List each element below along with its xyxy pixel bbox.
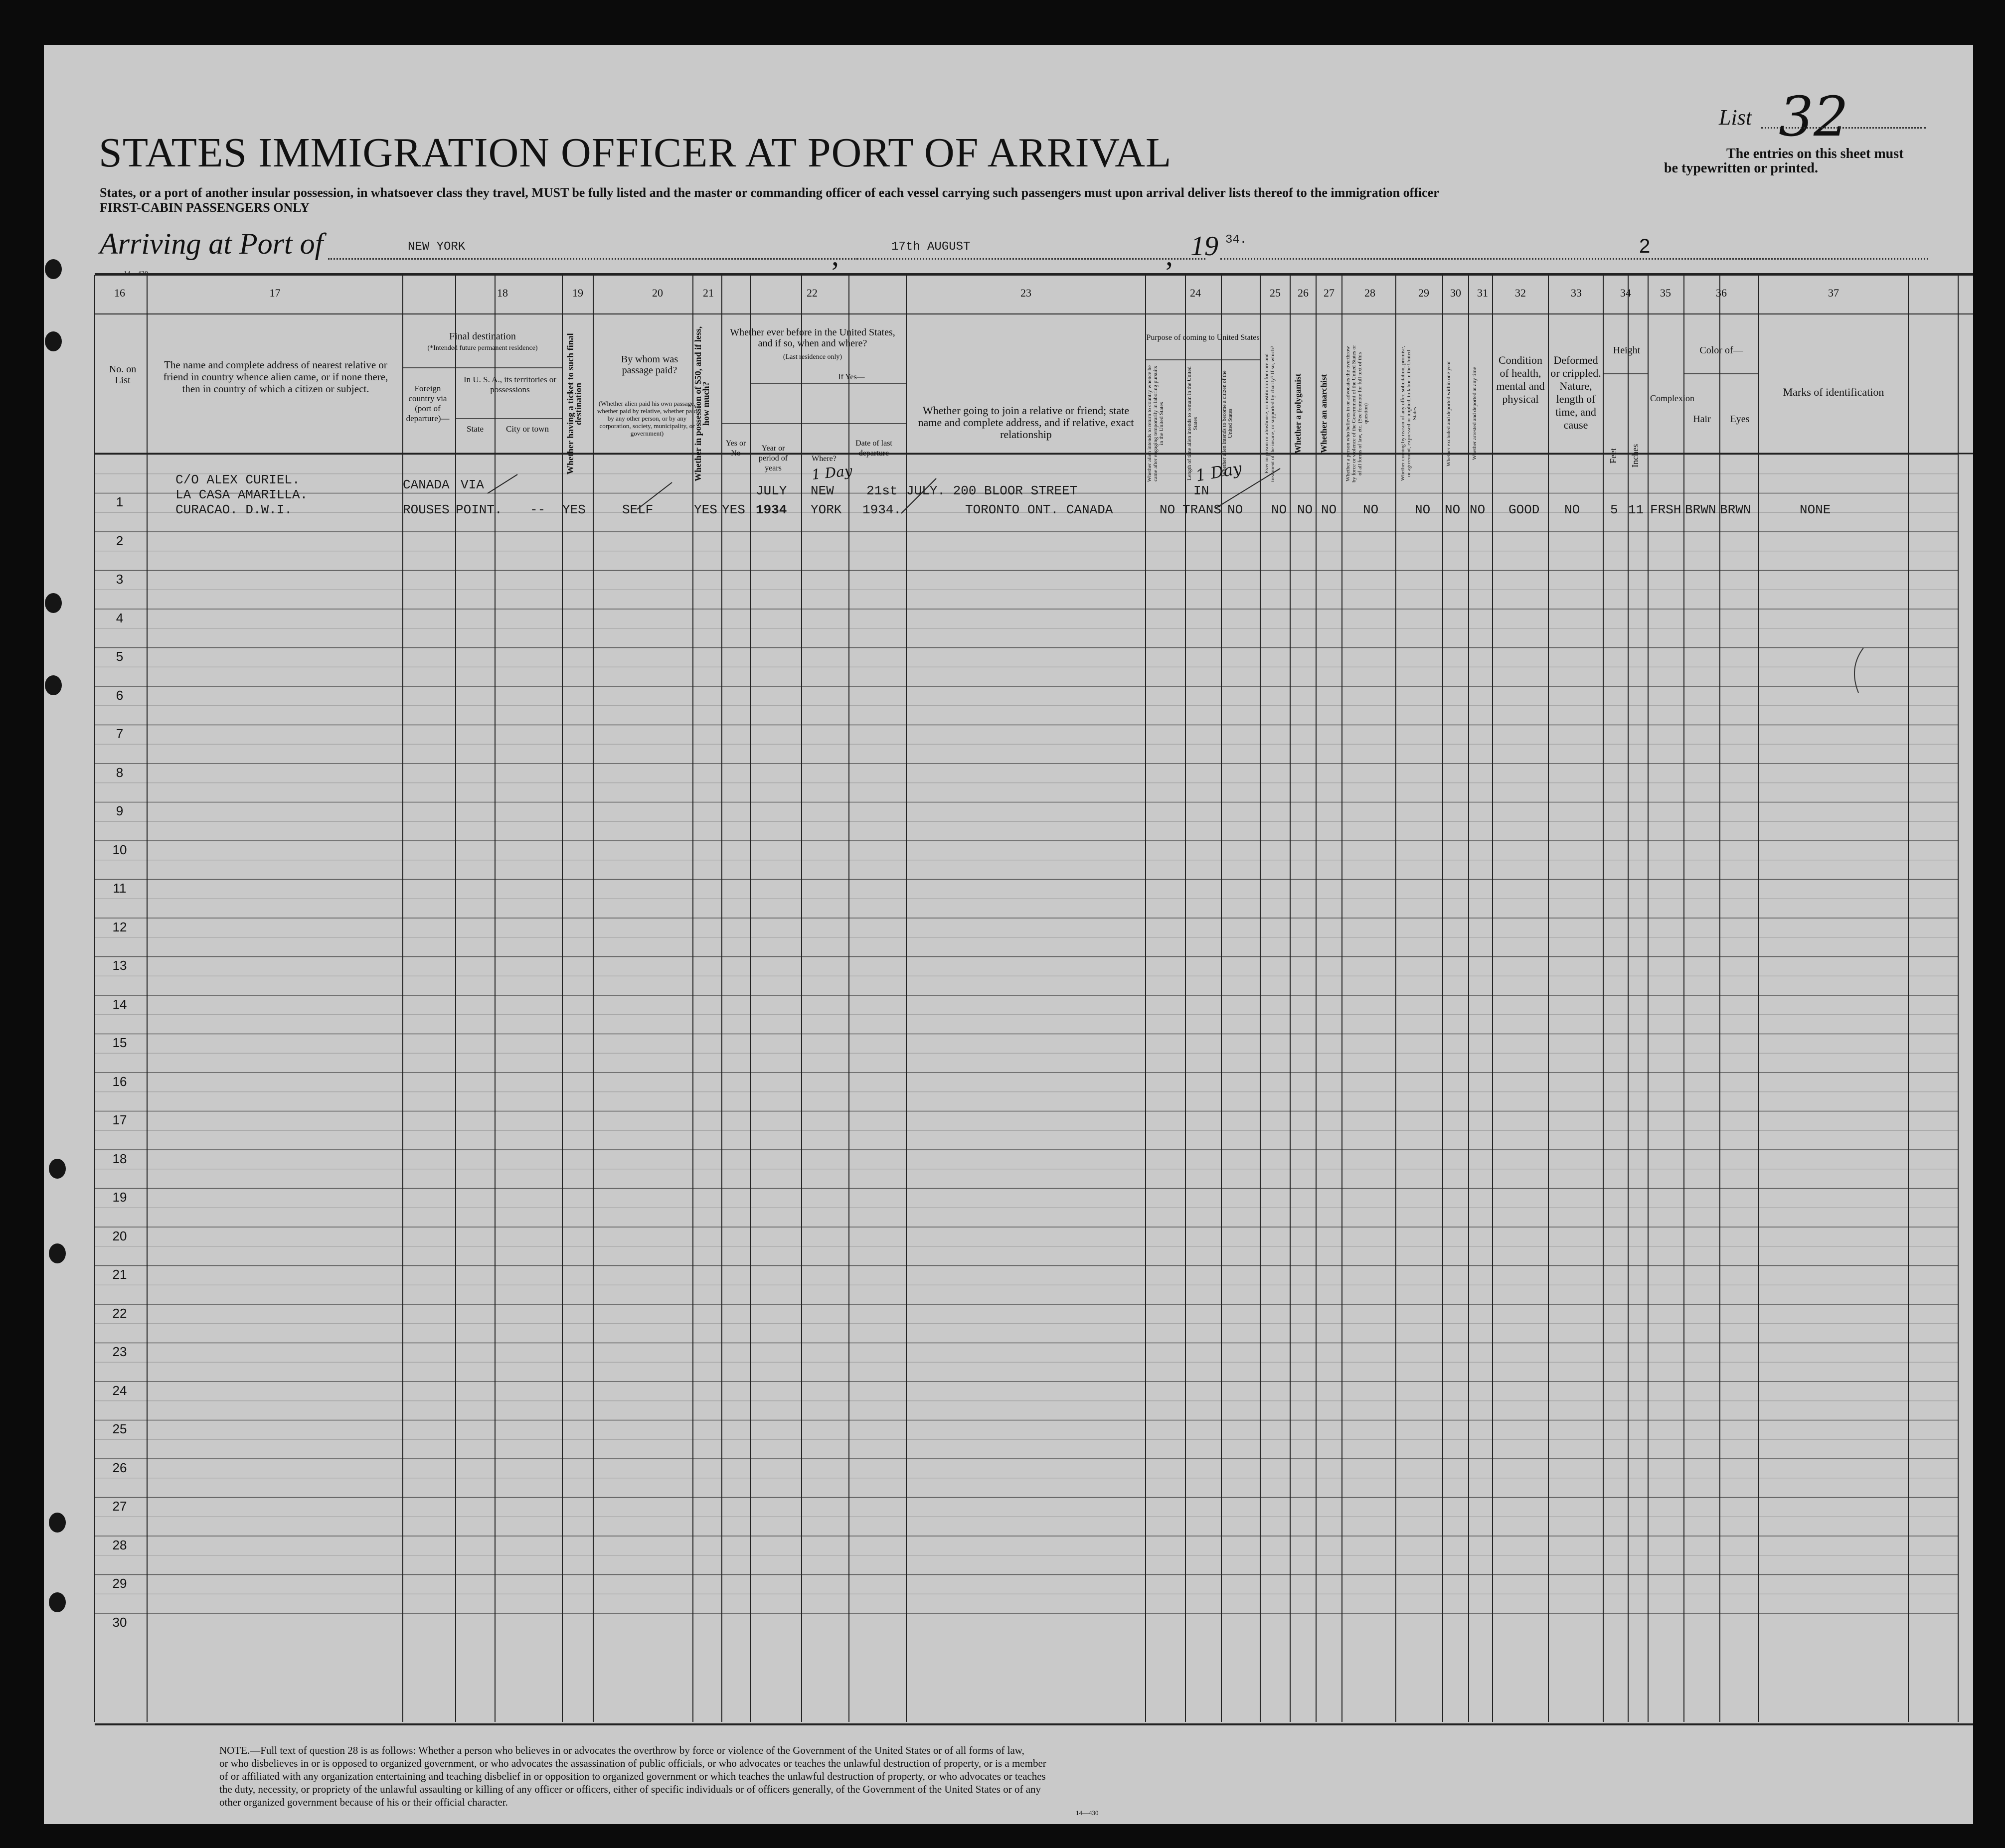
- row-number: 3: [116, 572, 124, 587]
- header-before-us: Whether ever before in the United States, and if so, when and where?: [730, 327, 895, 349]
- entry-height-inches: 11: [1628, 502, 1644, 517]
- colnum-35: 35: [1660, 287, 1671, 299]
- binder-hole: [49, 1513, 66, 1533]
- colnum-19: 19: [572, 287, 583, 299]
- header-purpose-return: Whether alien intends to return to country whence he came after engaging temporarily in laboring pursuits in the United States: [1147, 365, 1165, 482]
- entry-purpose-length-2: TRANS: [1182, 502, 1222, 517]
- form-code-top: 14—430: [124, 270, 148, 278]
- header-deformed: Deformed or crippled. Nature, length of time, and cause: [1550, 354, 1601, 431]
- header-passage-paid-sub: (Whether alien paid his own passage, whether paid by relative, whether paid by any other person, or by any corporation, society, municipality, or government): [597, 400, 697, 437]
- colnum-29: 29: [1418, 287, 1429, 299]
- entry-address-2: LA CASA AMARILLA.: [175, 487, 308, 502]
- entry-state-1: VIA: [461, 477, 484, 492]
- binder-hole: [49, 1159, 66, 1179]
- row-number: 17: [112, 1112, 127, 1127]
- header-health: Condition of health, mental and physical: [1496, 354, 1545, 405]
- binder-hole: [45, 331, 62, 351]
- entries-note-1: The entries on this sheet must: [1726, 146, 1904, 161]
- entry-departure-1: 21st: [866, 483, 898, 498]
- header-before-us-sub: (Last residence only): [783, 353, 842, 361]
- header-50-dollars: Whether in possession of $50, and if less, how much?: [693, 326, 711, 481]
- header-purpose: Purpose of coming to United States: [1146, 333, 1260, 342]
- entry-ticket: YES: [562, 502, 586, 517]
- entry-join-1: JULY. 200 BLOOR STREET: [906, 483, 1078, 498]
- hand-note-purpose: 1 Day: [1194, 459, 1243, 485]
- entry-overthrow: NO: [1363, 502, 1379, 517]
- binder-hole: [45, 259, 62, 279]
- colnum-30: 30: [1450, 287, 1461, 299]
- row-number: 13: [112, 958, 127, 973]
- row-number: 24: [112, 1383, 127, 1398]
- header-yes-no: Yes or No: [725, 439, 746, 458]
- header-city: City or town: [506, 424, 549, 434]
- entry-height-feet: 5: [1610, 502, 1618, 517]
- entry-join-2: TORONTO ONT. CANADA: [965, 502, 1113, 517]
- footnote-line-5: other organized government because of his or their official character.: [219, 1796, 508, 1808]
- row-number: 25: [112, 1421, 127, 1436]
- manifest-sheet: [44, 45, 1973, 1824]
- header-if-yes: If Yes—: [838, 373, 865, 381]
- entry-where-2: YORK: [811, 502, 842, 517]
- colnum-24: 24: [1190, 287, 1201, 299]
- header-ticket: Whether having a ticket to such final destination: [565, 333, 583, 474]
- row-number: 28: [112, 1537, 127, 1552]
- row-number: 8: [116, 765, 124, 780]
- row-number: 18: [112, 1151, 127, 1166]
- entry-city: --: [530, 502, 546, 517]
- entry-deformed: NO: [1564, 502, 1580, 517]
- entry-purpose-citizen: NO: [1227, 502, 1243, 517]
- colnum-16: 16: [114, 287, 125, 299]
- colnum-27: 27: [1324, 287, 1335, 299]
- header-join-relative: Whether going to join a relative or friend; state name and complete address, and if relative, exact relationship: [918, 404, 1134, 441]
- entry-year-2: 1934: [756, 502, 787, 517]
- subtitle-line-2: FIRST-CABIN PASSENGERS ONLY: [100, 200, 310, 215]
- colnum-17: 17: [269, 287, 281, 299]
- entry-complexion: FRSH: [1650, 502, 1681, 517]
- entry-foreign-1: CANADA: [403, 477, 450, 492]
- header-anarchist: Whether an anarchist: [1319, 374, 1329, 454]
- row-number: 5: [116, 649, 124, 664]
- year-suffix: 34.: [1225, 233, 1247, 247]
- subtitle-line-1: States, or a port of another insular possession, in whatsoever class they travel, MUST be fully listed and the master or commanding officer of each vessel carrying such passengers must upon arrival deliver lists thereof to the immigration officer: [100, 185, 1439, 200]
- entry-purpose-length-1: IN: [1193, 483, 1209, 498]
- header-purpose-length: Length of time alien intends to remain in the United States: [1186, 366, 1198, 481]
- row-number: 22: [112, 1305, 127, 1321]
- header-hair: Hair: [1693, 414, 1711, 425]
- header-passage-paid: By whom was passage paid?: [621, 354, 678, 376]
- entry-foreign-2: ROUSES: [403, 502, 450, 517]
- footnote-form-code: 14—430: [1076, 1809, 1099, 1817]
- entry-departure-2: 1934.: [862, 502, 902, 517]
- row-number: 2: [116, 533, 124, 548]
- footnote-line-2: or who disbelieves in or is opposed to organized government, or who advocates the assassination of public officials, or who advocates or teaches the unlawful destruction of property, or is a member: [219, 1757, 1046, 1769]
- entry-year-1: JULY: [756, 483, 787, 498]
- header-height: Height: [1613, 345, 1641, 356]
- header-labor-offer: Whether coming by reason of any offer, solicitation, promise, or agreement, expressed or implied, to labor in the United States: [1400, 346, 1418, 481]
- entry-deported: NO: [1470, 502, 1486, 517]
- row-number: 11: [113, 881, 127, 896]
- list-number: 32: [1779, 85, 1848, 149]
- footnote-line-3: of or affiliated with any organization entertaining and teaching disbelief in or opposition to organized government or which teaches the unlawful destruction of property, or who advocates or teaches: [219, 1770, 1046, 1782]
- arriving-label: Arriving at Port of: [100, 227, 324, 260]
- entry-where-1: NEW: [811, 483, 834, 498]
- colnum-23: 23: [1020, 287, 1031, 299]
- row-number: 29: [112, 1576, 127, 1591]
- colnum-31: 31: [1477, 287, 1488, 299]
- header-marks: Marks of identification: [1783, 386, 1884, 398]
- colnum-21: 21: [703, 287, 714, 299]
- binder-hole: [45, 675, 62, 695]
- entry-paid-by: SELF: [622, 502, 654, 517]
- entry-health: GOOD: [1508, 502, 1540, 517]
- row-number: 16: [112, 1074, 127, 1089]
- header-departure-date: Date of last departure: [855, 439, 892, 458]
- header-overthrow: Whether a person who believes in or advocates the overthrow by force or violence of the Government of the United States or of all forms of law, etc. (See footnote for full text of this question): [1345, 345, 1369, 482]
- row-number: 26: [112, 1460, 127, 1475]
- header-complexion: Complexion: [1650, 393, 1694, 403]
- row-number: 10: [112, 842, 127, 857]
- comma-1: ,: [832, 239, 839, 272]
- colnum-25: 25: [1270, 287, 1281, 299]
- colnum-36: 36: [1716, 287, 1727, 299]
- header-nearest-relative: The name and complete address of nearest relative or friend in country whence alien came, or if none there, then in country of which a citizen or subject.: [163, 359, 388, 395]
- binder-hole: [49, 1592, 66, 1612]
- entry-state-2: POINT.: [456, 502, 502, 517]
- row-number: 30: [112, 1614, 127, 1630]
- colnum-32: 32: [1515, 287, 1526, 299]
- port-value: NEW YORK: [408, 240, 466, 254]
- entry-address-3: CURACAO. D.W.I.: [175, 502, 293, 517]
- colnum-34: 34: [1620, 287, 1631, 299]
- colnum-28: 28: [1364, 287, 1375, 299]
- entry-before-us: YES: [722, 502, 745, 517]
- colnum-22: 22: [807, 287, 818, 299]
- header-final-destination-sub: (*Intended future permanent residence): [427, 344, 538, 352]
- header-excluded: Whether excluded and deported within one year: [1446, 361, 1452, 466]
- colnum-18: 18: [497, 287, 508, 299]
- binder-hole: [49, 1243, 66, 1263]
- header-where: Where?: [812, 455, 836, 463]
- entry-eyes: BRWN: [1720, 502, 1751, 517]
- header-foreign-country: Foreign country via (port of departure)—: [406, 384, 450, 423]
- comma-2: ,: [1166, 239, 1173, 272]
- header-no-on-list: No. on List: [109, 364, 137, 386]
- entry-address-1: C/O ALEX CURIEL.: [175, 472, 300, 487]
- row-number: 15: [112, 1035, 127, 1050]
- row-number: 9: [116, 803, 124, 818]
- colnum-37: 37: [1828, 287, 1839, 299]
- colnum-33: 33: [1571, 287, 1582, 299]
- entry-marks: NONE: [1800, 502, 1831, 517]
- check-marks: [44, 45, 1973, 1824]
- header-eyes: Eyes: [1730, 414, 1750, 425]
- header-deported: Whether arrested and deported at any time: [1472, 367, 1478, 461]
- row-number: 19: [112, 1190, 127, 1205]
- colnum-26: 26: [1298, 287, 1309, 299]
- page-title: STATES IMMIGRATION OFFICER AT PORT OF ARRIVAL: [99, 130, 1172, 176]
- header-prison: Ever in prison or almshouse, or institution for care and treatment of the insane, or supported by charity? If so, which?: [1264, 345, 1276, 482]
- header-polygamist: Whether a polygamist: [1293, 373, 1303, 454]
- header-state: State: [467, 424, 484, 434]
- binder-hole: [45, 593, 62, 613]
- row-number: 7: [116, 726, 124, 741]
- header-inches: Inches: [1630, 444, 1640, 468]
- row-number: 21: [112, 1267, 127, 1282]
- entry-hair: BRWN: [1685, 502, 1716, 517]
- row-number: 12: [112, 919, 127, 934]
- footnote-line-4: the duty, necessity, or propriety of the unlawful assaulting or killing of any officer or officers, either of specific individuals or of officers generally, of the Government of the United States or of any: [219, 1783, 1041, 1795]
- entry-excluded: NO: [1445, 502, 1461, 517]
- entry-purpose-return: NO: [1160, 502, 1175, 517]
- row-number: 6: [116, 687, 124, 703]
- row-number: 14: [112, 996, 127, 1012]
- row-number: 20: [112, 1228, 127, 1243]
- entry-labor-offer: NO: [1415, 502, 1431, 517]
- entry-anarchist: NO: [1321, 502, 1337, 517]
- entries-note-2: be typewritten or printed.: [1664, 160, 1818, 176]
- year-prefix: 19: [1190, 231, 1218, 262]
- list-label: List: [1719, 105, 1752, 130]
- row-number: 27: [112, 1499, 127, 1514]
- footnote-line-1: NOTE.—Full text of question 28 is as follows: Whether a person who believes in or advocates the overthrow by force or violence of the Government of the United States or of all forms of law,: [219, 1744, 1024, 1756]
- page-number: 2: [1639, 235, 1651, 257]
- header-color-of: Color of—: [1699, 345, 1743, 356]
- hand-note-where: 1 Day: [811, 462, 853, 483]
- header-feet: Feet: [1608, 448, 1618, 464]
- row-number: 23: [112, 1344, 127, 1359]
- header-in-usa: In U. S. A., its territories or possessions: [463, 375, 557, 394]
- entry-polygamist: NO: [1297, 502, 1313, 517]
- date-value: 17th AUGUST: [891, 240, 971, 254]
- row-number: 4: [116, 610, 124, 625]
- colnum-20: 20: [652, 287, 663, 299]
- entry-prison: NO: [1271, 502, 1287, 517]
- entry-has-50: YES: [694, 502, 717, 517]
- row-number: 1: [116, 494, 124, 509]
- header-year-period: Year or period of years: [758, 444, 788, 472]
- header-purpose-citizen: Whether alien intends to become a citizen of the United States: [1221, 370, 1233, 477]
- header-final-destination: Final destination: [449, 331, 516, 342]
